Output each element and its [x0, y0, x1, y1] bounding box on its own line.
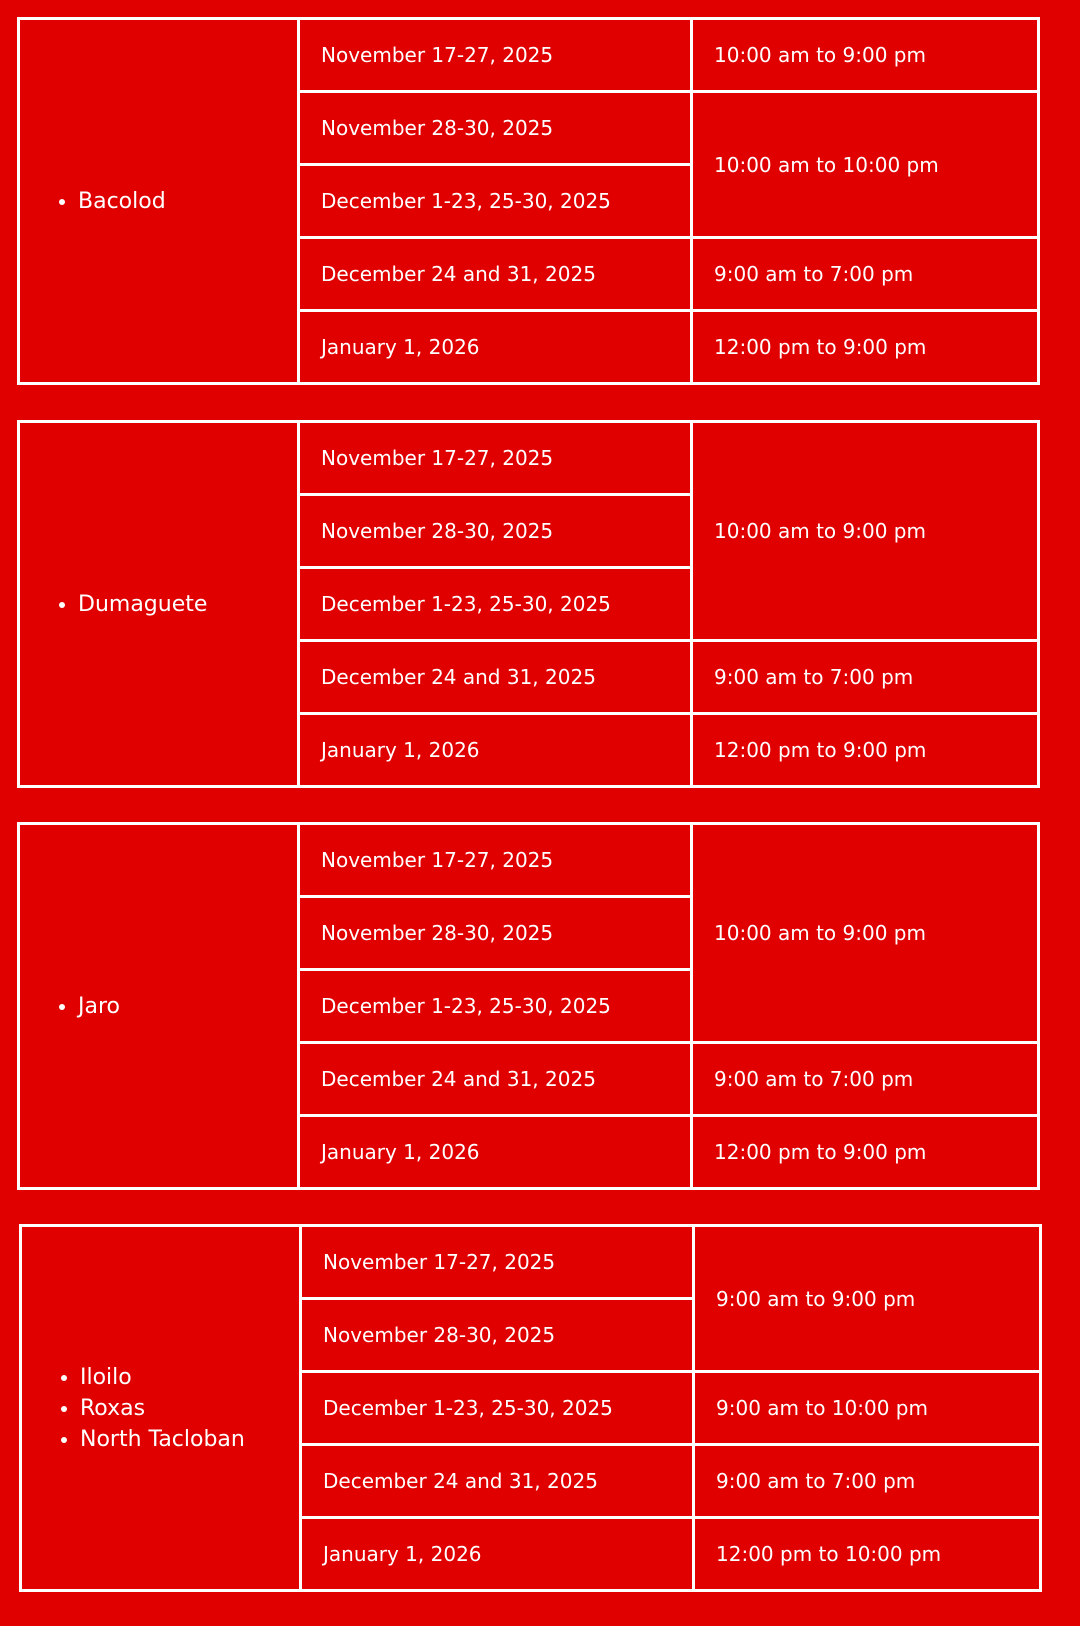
- date-cell: December 24 and 31, 2025: [301, 1445, 694, 1518]
- hours-cell: 12:00 pm to 9:00 pm: [692, 714, 1039, 787]
- date-cell: November 28-30, 2025: [299, 495, 692, 568]
- date-cell: December 1-23, 25-30, 2025: [299, 568, 692, 641]
- hours-cell: 9:00 am to 10:00 pm: [694, 1372, 1041, 1445]
- table-row: [19, 19, 1039, 92]
- branch-list: [40, 186, 297, 217]
- branch-list: [40, 589, 297, 620]
- date-cell: January 1, 2026: [301, 1518, 694, 1591]
- branch-name: • Roxas: [80, 1393, 299, 1424]
- branch-cell: [19, 824, 299, 1189]
- date-cell: November 17-27, 2025: [299, 824, 692, 897]
- hours-cell: 10:00 am to 9:00 pm: [692, 824, 1039, 1043]
- date-cell: January 1, 2026: [299, 1116, 692, 1189]
- branch-schedule-table: [17, 420, 1040, 788]
- date-cell: December 1-23, 25-30, 2025: [299, 970, 692, 1043]
- date-cell: December 24 and 31, 2025: [299, 1043, 692, 1116]
- date-cell: January 1, 2026: [299, 311, 692, 384]
- date-cell: January 1, 2026: [299, 714, 692, 787]
- branch-cell: [21, 1226, 301, 1591]
- hours-cell: 10:00 am to 9:00 pm: [692, 19, 1039, 92]
- table-row: [19, 422, 1039, 495]
- date-cell: November 28-30, 2025: [299, 92, 692, 165]
- hours-cell: 12:00 pm to 10:00 pm: [694, 1518, 1041, 1591]
- branch-list: [42, 1362, 299, 1455]
- date-cell: December 1-23, 25-30, 2025: [299, 165, 692, 238]
- date-cell: December 24 and 31, 2025: [299, 641, 692, 714]
- date-cell: November 17-27, 2025: [299, 422, 692, 495]
- hours-cell: 12:00 pm to 9:00 pm: [692, 1116, 1039, 1189]
- date-cell: December 1-23, 25-30, 2025: [301, 1372, 694, 1445]
- table-row: [21, 1226, 1041, 1299]
- branch-name: • Iloilo: [80, 1362, 299, 1393]
- branch-schedule-table: [19, 1224, 1042, 1592]
- date-cell: November 17-27, 2025: [301, 1226, 694, 1299]
- branch-list: [40, 991, 297, 1022]
- hours-cell: 9:00 am to 7:00 pm: [692, 1043, 1039, 1116]
- hours-cell: 12:00 pm to 9:00 pm: [692, 311, 1039, 384]
- hours-cell: 9:00 am to 9:00 pm: [694, 1226, 1041, 1372]
- branch-name: • North Tacloban: [80, 1424, 299, 1455]
- hours-cell: 9:00 am to 7:00 pm: [692, 641, 1039, 714]
- branch-schedule-table: [17, 822, 1040, 1190]
- table-row: [19, 824, 1039, 897]
- hours-cell: 10:00 am to 10:00 pm: [692, 92, 1039, 238]
- branch-cell: [19, 422, 299, 787]
- date-cell: November 17-27, 2025: [299, 19, 692, 92]
- hours-cell: 9:00 am to 7:00 pm: [692, 238, 1039, 311]
- hours-cell: 9:00 am to 7:00 pm: [694, 1445, 1041, 1518]
- date-cell: December 24 and 31, 2025: [299, 238, 692, 311]
- hours-cell: 10:00 am to 9:00 pm: [692, 422, 1039, 641]
- branch-name: • Jaro: [78, 991, 297, 1022]
- branch-name: • Bacolod: [78, 186, 297, 217]
- branch-cell: [19, 19, 299, 384]
- date-cell: November 28-30, 2025: [299, 897, 692, 970]
- branch-name: • Dumaguete: [78, 589, 297, 620]
- branch-schedule-table: [17, 17, 1040, 385]
- date-cell: November 28-30, 2025: [301, 1299, 694, 1372]
